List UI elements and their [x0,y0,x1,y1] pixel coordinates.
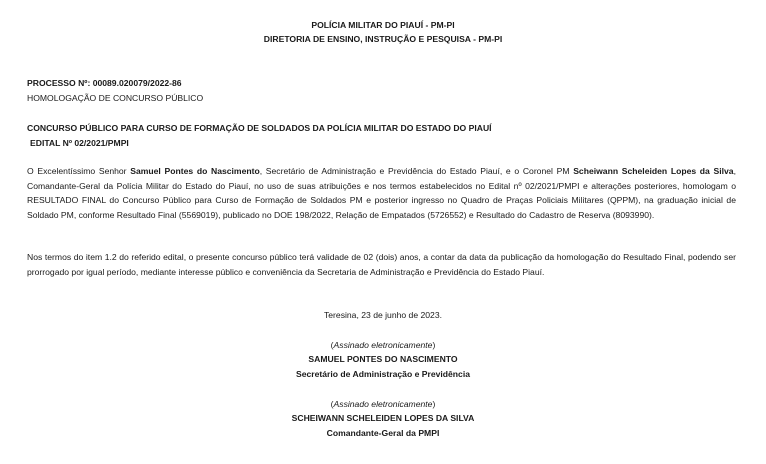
secretary-name: Samuel Pontes do Nascimento [130,166,260,176]
date-line: Teresina, 23 de junho de 2023. [323,310,443,320]
process-subject: HOMOLOGAÇÃO DE CONCURSO PÚBLICO [27,92,204,103]
document-header [0,18,766,46]
paragraph-text: , Secretário de Administração e Previdência do Estado Piauí, e o Coronel PM [259,166,574,176]
signature-block [0,397,766,440]
commander-name: Scheiwann Scheleiden Lopes da Silva [573,166,734,176]
paragraph-validity: Nos termos do item 1.2 do referido edital, o presente concurso público terá validade de 02 (dois) anos, a contar da data da publicação da homologação do Resultado Final, podendo ser prorrogado por igual período, mediante interesse público e conveniência da Secretaria de Administração e Previdência do Estado Piauí. [27,252,736,277]
signatory-name: SAMUEL PONTES DO NASCIMENTO [308,354,458,365]
signatory-role: Secretário de Administração e Previdência [295,368,471,379]
contest-title [27,121,736,150]
edital-number: EDITAL Nº 02/2021/PMPI [30,137,129,148]
paragraph-text: , Comandante-Geral da Polícia Militar do Estado do Piauí, no uso de suas atribuições e nos termos estabelecidos no Edital nº 02/2021/PMPI e alterações posteriores, homologam o RESULTADO FINAL do Concurso Público para Curso de Formação de Soldados PM e posterior ingresso no Quadro de Praças Policiais Militares (QPPM), na graduação inicial de Soldado PM, conforme Resultado Final (5569019), publicado no DOE 198/2022, Relação de Empatados (5726552) e Resultado do Cadastro de Reserva (8093990). [27,166,736,220]
contest-title-line: CONCURSO PÚBLICO PARA CURSO DE FORMAÇÃO DE SOLDADOS DA POLÍCIA MILITAR DO ESTADO DO PIAUÍ [27,123,492,133]
signature-note: (Assinado eletronicamente) [330,399,436,409]
signatory-name: SCHEIWANN SCHELEIDEN LOPES DA SILVA [291,413,475,424]
process-number: PROCESSO Nº: 00089.020079/2022-86 [27,78,182,88]
header-directorate: DIRETORIA DE ENSINO, INSTRUÇÃO E PESQUISA - PM-PI [263,34,503,44]
signature-block [0,338,766,381]
process-block [27,76,736,105]
paragraph-text: O Excelentíssimo Senhor [27,166,131,176]
header-institution: POLÍCIA MILITAR DO PIAUÍ - PM-PI [311,20,455,30]
signature-note: (Assinado eletronicamente) [330,340,436,350]
signatory-role: Comandante-Geral da PMPI [326,427,440,438]
paragraph-homologation [27,164,736,222]
